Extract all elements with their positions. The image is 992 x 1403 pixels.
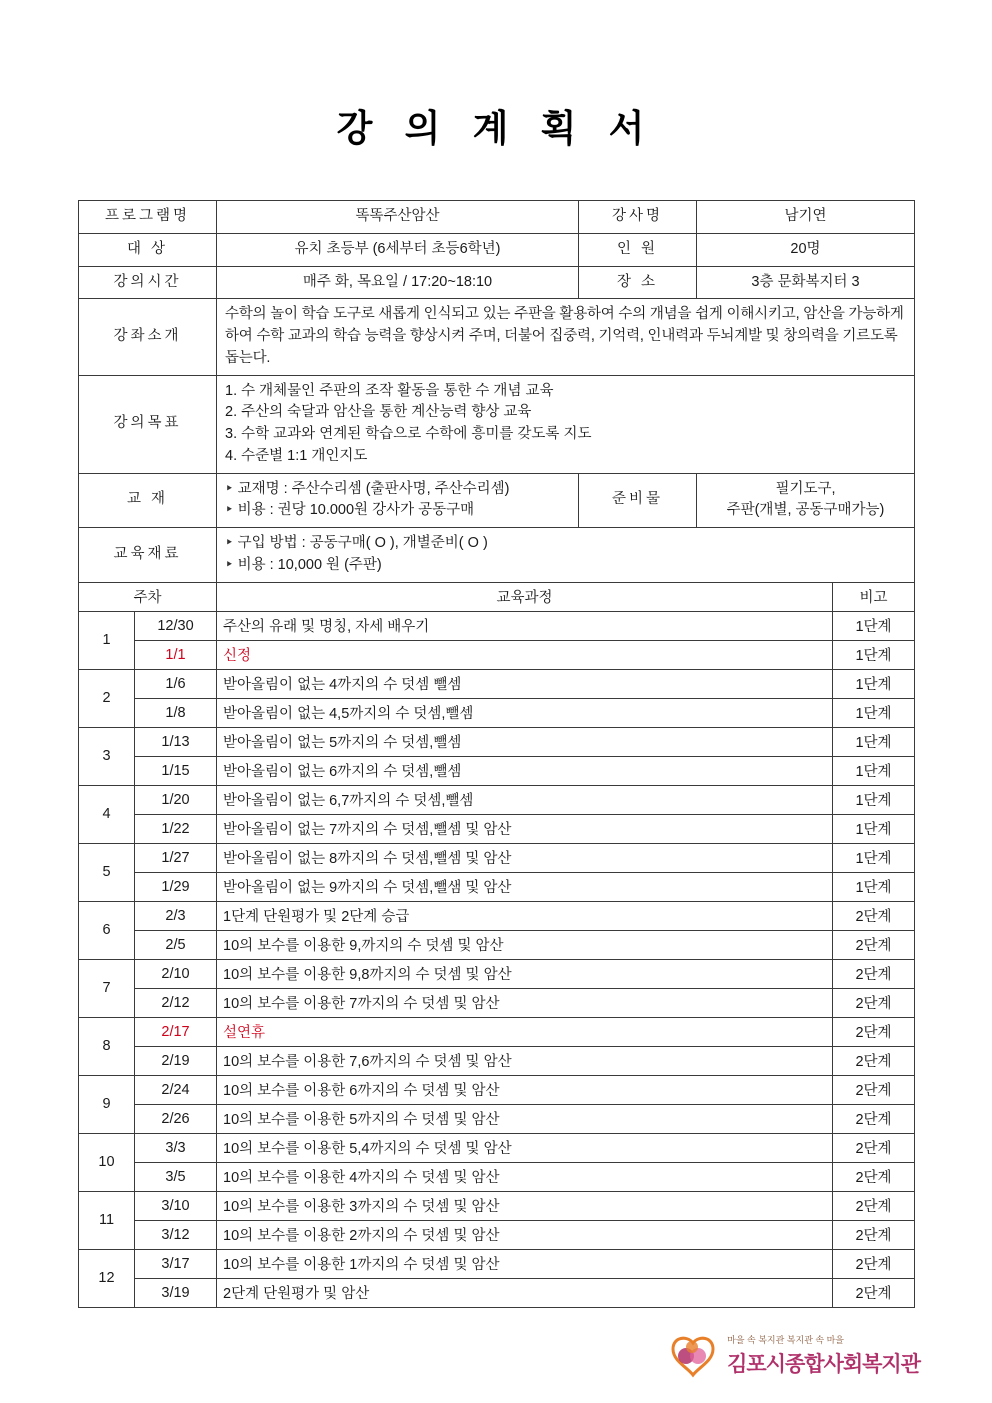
schedule-week-cell: 1 — [79, 611, 135, 669]
table-row — [79, 1104, 915, 1133]
schedule-course-cell: 10의 보수를 이용한 1까지의 수 덧셈 및 암산 — [217, 1249, 833, 1278]
schedule-note-cell: 2단계 — [833, 1162, 915, 1191]
schedule-note-cell: 2단계 — [833, 1278, 915, 1307]
page-title: 강 의 계 획 서 — [336, 108, 656, 149]
teacher-label: 강사명 — [579, 201, 697, 234]
schedule-date-cell: 3/19 — [135, 1278, 217, 1307]
table-row — [79, 930, 915, 959]
table-row — [79, 843, 915, 872]
schedule-note-cell: 1단계 — [833, 872, 915, 901]
schedule-date-cell: 1/27 — [135, 843, 217, 872]
schedule-course-cell: 받아올림이 없는 4,5까지의 수 덧셈,뺄셈 — [217, 698, 833, 727]
schedule-week-cell: 9 — [79, 1075, 135, 1133]
table-row — [79, 814, 915, 843]
table-row — [79, 1249, 915, 1278]
schedule-week-cell: 11 — [79, 1191, 135, 1249]
table-row — [79, 756, 915, 785]
schedule-date-cell: 3/10 — [135, 1191, 217, 1220]
supplies-line: 필기도구, — [775, 480, 836, 497]
table-row — [79, 640, 915, 669]
schedule-week-cell: 8 — [79, 1017, 135, 1075]
supplies-line: 주판(개별, 공동구매가능) — [726, 502, 885, 519]
organization-logo — [667, 1329, 920, 1381]
time-label: 강의시간 — [79, 266, 217, 299]
schedule-date-cell: 2/26 — [135, 1104, 217, 1133]
schedule-note-cell: 1단계 — [833, 669, 915, 698]
schedule-note-cell: 1단계 — [833, 814, 915, 843]
schedule-course-cell: 10의 보수를 이용한 6까지의 수 덧셈 및 암산 — [217, 1075, 833, 1104]
table-row — [79, 611, 915, 640]
schedule-date-cell: 1/1 — [135, 640, 217, 669]
program-label: 프로그램명 — [79, 201, 217, 234]
intro-value: 수학의 놀이 학습 도구로 새롭게 인식되고 있는 주판을 활용하여 수의 개념을 쉽게 이해시키고, 암산을 가능하게 하여 수학 교과의 학습 능력을 향상시켜 주며, 더불어 집중력, 기억력, 인내력과 두뇌계발 및 창의력을 기르도록 돕는다. — [217, 299, 915, 375]
table-row — [79, 669, 915, 698]
schedule-note-cell: 2단계 — [833, 988, 915, 1017]
table-row — [79, 727, 915, 756]
schedule-note-cell: 2단계 — [833, 930, 915, 959]
schedule-date-cell: 2/24 — [135, 1075, 217, 1104]
schedule-course-cell: 1단계 단원평가 및 2단계 승급 — [217, 901, 833, 930]
place-label: 장 소 — [579, 266, 697, 299]
count-value: 20명 — [697, 233, 915, 266]
textbook-value — [217, 473, 579, 528]
schedule-date-cell: 1/20 — [135, 785, 217, 814]
logo-mark-icon — [667, 1329, 719, 1381]
schedule-course-cell: 10의 보수를 이용한 9,8까지의 수 덧셈 및 암산 — [217, 959, 833, 988]
schedule-note-cell: 1단계 — [833, 843, 915, 872]
goal-label: 강의목표 — [79, 375, 217, 473]
schedule-week-cell: 4 — [79, 785, 135, 843]
schedule-course-cell: 10의 보수를 이용한 5,4까지의 수 덧셈 및 암산 — [217, 1133, 833, 1162]
goal-line: 1. 수 개체물인 주판의 조작 활동을 통한 수 개념 교육 — [225, 382, 554, 399]
table-row — [79, 901, 915, 930]
schedule-course-cell: 받아올림이 없는 8까지의 수 덧셈,뺄셈 및 암산 — [217, 843, 833, 872]
table-row — [79, 1220, 915, 1249]
schedule-date-cell: 1/29 — [135, 872, 217, 901]
logo-tagline: 마을 속 복지관 복지관 속 마을 — [727, 1334, 844, 1345]
schedule-course-cell: 10의 보수를 이용한 7까지의 수 덧셈 및 암산 — [217, 988, 833, 1017]
schedule-header-row — [79, 582, 915, 611]
schedule-course-cell: 주산의 유래 및 명칭, 자세 배우기 — [217, 611, 833, 640]
schedule-course-cell: 10의 보수를 이용한 5까지의 수 덧셈 및 암산 — [217, 1104, 833, 1133]
table-row — [79, 473, 915, 528]
supplies-label: 준비물 — [579, 473, 697, 528]
schedule-date-cell: 12/30 — [135, 611, 217, 640]
schedule-course-cell: 받아올림이 없는 9까지의 수 덧셈,뺄샘 및 암산 — [217, 872, 833, 901]
schedule-week-cell: 7 — [79, 959, 135, 1017]
schedule-course-cell: 설연휴 — [217, 1017, 833, 1046]
schedule-course-cell: 받아올림이 없는 5까지의 수 덧셈,뺄셈 — [217, 727, 833, 756]
schedule-week-cell: 2 — [79, 669, 135, 727]
schedule-date-cell: 3/12 — [135, 1220, 217, 1249]
schedule-date-cell: 3/3 — [135, 1133, 217, 1162]
info-table-container — [78, 200, 914, 1308]
schedule-table — [78, 582, 915, 1308]
target-label: 대 상 — [79, 233, 217, 266]
textbook-label: 교 재 — [79, 473, 217, 528]
intro-label: 강좌소개 — [79, 299, 217, 375]
table-row — [79, 1017, 915, 1046]
schedule-week-cell: 3 — [79, 727, 135, 785]
schedule-course-cell: 10의 보수를 이용한 2까지의 수 덧셈 및 암산 — [217, 1220, 833, 1249]
table-row — [79, 266, 915, 299]
course-info-table — [78, 200, 915, 583]
schedule-course-cell: 받아올림이 없는 7까지의 수 덧셈,뺄셈 및 암산 — [217, 814, 833, 843]
schedule-note-cell: 2단계 — [833, 1133, 915, 1162]
schedule-note-cell: 2단계 — [833, 1220, 915, 1249]
material-line — [225, 555, 906, 577]
target-value: 유치 초등부 (6세부터 초등6학년) — [217, 233, 579, 266]
schedule-note-cell: 2단계 — [833, 1017, 915, 1046]
schedule-date-cell: 1/22 — [135, 814, 217, 843]
textbook-line — [225, 479, 570, 501]
schedule-note-cell: 2단계 — [833, 1249, 915, 1278]
schedule-course-cell: 10의 보수를 이용한 3까지의 수 덧셈 및 암산 — [217, 1191, 833, 1220]
supplies-value — [697, 473, 915, 528]
material-line-text: 비용 : 10,000 원 (주판) — [237, 556, 382, 573]
material-line-text: 구입 방법 : 공동구매( O ), 개별준비( O ) — [237, 535, 488, 551]
material-line — [225, 533, 906, 555]
table-row — [79, 375, 915, 473]
table-row — [79, 299, 915, 375]
schedule-note-cell: 2단계 — [833, 1046, 915, 1075]
schedule-note-cell: 2단계 — [833, 901, 915, 930]
schedule-note-cell: 2단계 — [833, 1075, 915, 1104]
goal-line: 4. 수준별 1:1 개인지도 — [225, 447, 368, 464]
schedule-date-cell: 2/17 — [135, 1017, 217, 1046]
bullet-icon: ‣ — [225, 480, 234, 497]
table-row — [79, 1162, 915, 1191]
count-label: 인 원 — [579, 233, 697, 266]
schedule-course-cell: 2단계 단원평가 및 암산 — [217, 1278, 833, 1307]
schedule-note-cell: 1단계 — [833, 611, 915, 640]
table-row — [79, 1278, 915, 1307]
schedule-course-cell: 10의 보수를 이용한 9,까지의 수 덧셈 및 암산 — [217, 930, 833, 959]
table-row — [79, 233, 915, 266]
place-value: 3층 문화복지터 3 — [697, 266, 915, 299]
schedule-course-cell: 10의 보수를 이용한 7,6까지의 수 덧셈 및 암산 — [217, 1046, 833, 1075]
schedule-header-course: 교육과정 — [217, 582, 833, 611]
bullet-icon: ‣ — [225, 556, 234, 573]
table-row — [79, 785, 915, 814]
schedule-date-cell: 2/19 — [135, 1046, 217, 1075]
schedule-week-cell: 12 — [79, 1249, 135, 1307]
schedule-date-cell: 2/10 — [135, 959, 217, 988]
textbook-line-text: 비용 : 권당 10.000원 강사가 공동구매 — [237, 502, 475, 519]
schedule-note-cell: 1단계 — [833, 640, 915, 669]
schedule-note-cell: 1단계 — [833, 727, 915, 756]
table-row — [79, 1191, 915, 1220]
schedule-course-cell: 받아올림이 없는 4까지의 수 덧셈 뺄셈 — [217, 669, 833, 698]
table-row — [79, 872, 915, 901]
schedule-header-week: 주차 — [79, 582, 217, 611]
table-row — [79, 959, 915, 988]
textbook-line-text: 교재명 : 주산수리셈 (출판사명, 주산수리셈) — [237, 480, 510, 497]
schedule-course-cell: 10의 보수를 이용한 4까지의 수 덧셈 및 암산 — [217, 1162, 833, 1191]
schedule-header-note: 비고 — [833, 582, 915, 611]
schedule-date-cell: 2/12 — [135, 988, 217, 1017]
schedule-date-cell: 1/8 — [135, 698, 217, 727]
schedule-note-cell: 2단계 — [833, 1191, 915, 1220]
schedule-date-cell: 3/5 — [135, 1162, 217, 1191]
table-row — [79, 1133, 915, 1162]
table-row — [79, 698, 915, 727]
program-value: 똑똑주산암산 — [217, 201, 579, 234]
schedule-week-cell: 5 — [79, 843, 135, 901]
schedule-date-cell: 3/17 — [135, 1249, 217, 1278]
schedule-note-cell: 1단계 — [833, 756, 915, 785]
schedule-course-cell: 받아올림이 없는 6까지의 수 덧셈,뺄셈 — [217, 756, 833, 785]
table-row — [79, 1075, 915, 1104]
goal-value — [217, 375, 915, 473]
schedule-date-cell: 2/3 — [135, 901, 217, 930]
material-value — [217, 528, 915, 583]
goal-line: 2. 주산의 숙달과 암산을 통한 계산능력 향상 교육 — [225, 404, 532, 421]
teacher-value: 남기연 — [697, 201, 915, 234]
bullet-icon: ‣ — [225, 535, 234, 551]
table-row — [79, 1046, 915, 1075]
schedule-date-cell: 1/6 — [135, 669, 217, 698]
schedule-note-cell: 1단계 — [833, 698, 915, 727]
schedule-date-cell: 2/5 — [135, 930, 217, 959]
schedule-week-cell: 10 — [79, 1133, 135, 1191]
schedule-course-cell: 받아올림이 없는 6,7까지의 수 덧셈,뺄셈 — [217, 785, 833, 814]
schedule-date-cell: 1/15 — [135, 756, 217, 785]
logo-svg — [667, 1329, 719, 1381]
time-value: 매주 화, 목요일 / 17:20~18:10 — [217, 266, 579, 299]
schedule-course-cell: 신정 — [217, 640, 833, 669]
logo-name: 김포시종합사회복지관 — [727, 1352, 920, 1376]
schedule-note-cell: 1단계 — [833, 785, 915, 814]
table-row — [79, 528, 915, 583]
schedule-note-cell: 2단계 — [833, 959, 915, 988]
table-row — [79, 201, 915, 234]
schedule-note-cell: 2단계 — [833, 1104, 915, 1133]
schedule-week-cell: 6 — [79, 901, 135, 959]
logo-text-block — [727, 1333, 920, 1378]
bullet-icon: ‣ — [225, 502, 234, 519]
goal-line: 3. 수학 교과와 연계된 학습으로 수학에 흥미를 갖도록 지도 — [225, 426, 592, 442]
textbook-line — [225, 500, 570, 522]
material-label: 교육재료 — [79, 528, 217, 583]
schedule-date-cell: 1/13 — [135, 727, 217, 756]
table-row — [79, 988, 915, 1017]
